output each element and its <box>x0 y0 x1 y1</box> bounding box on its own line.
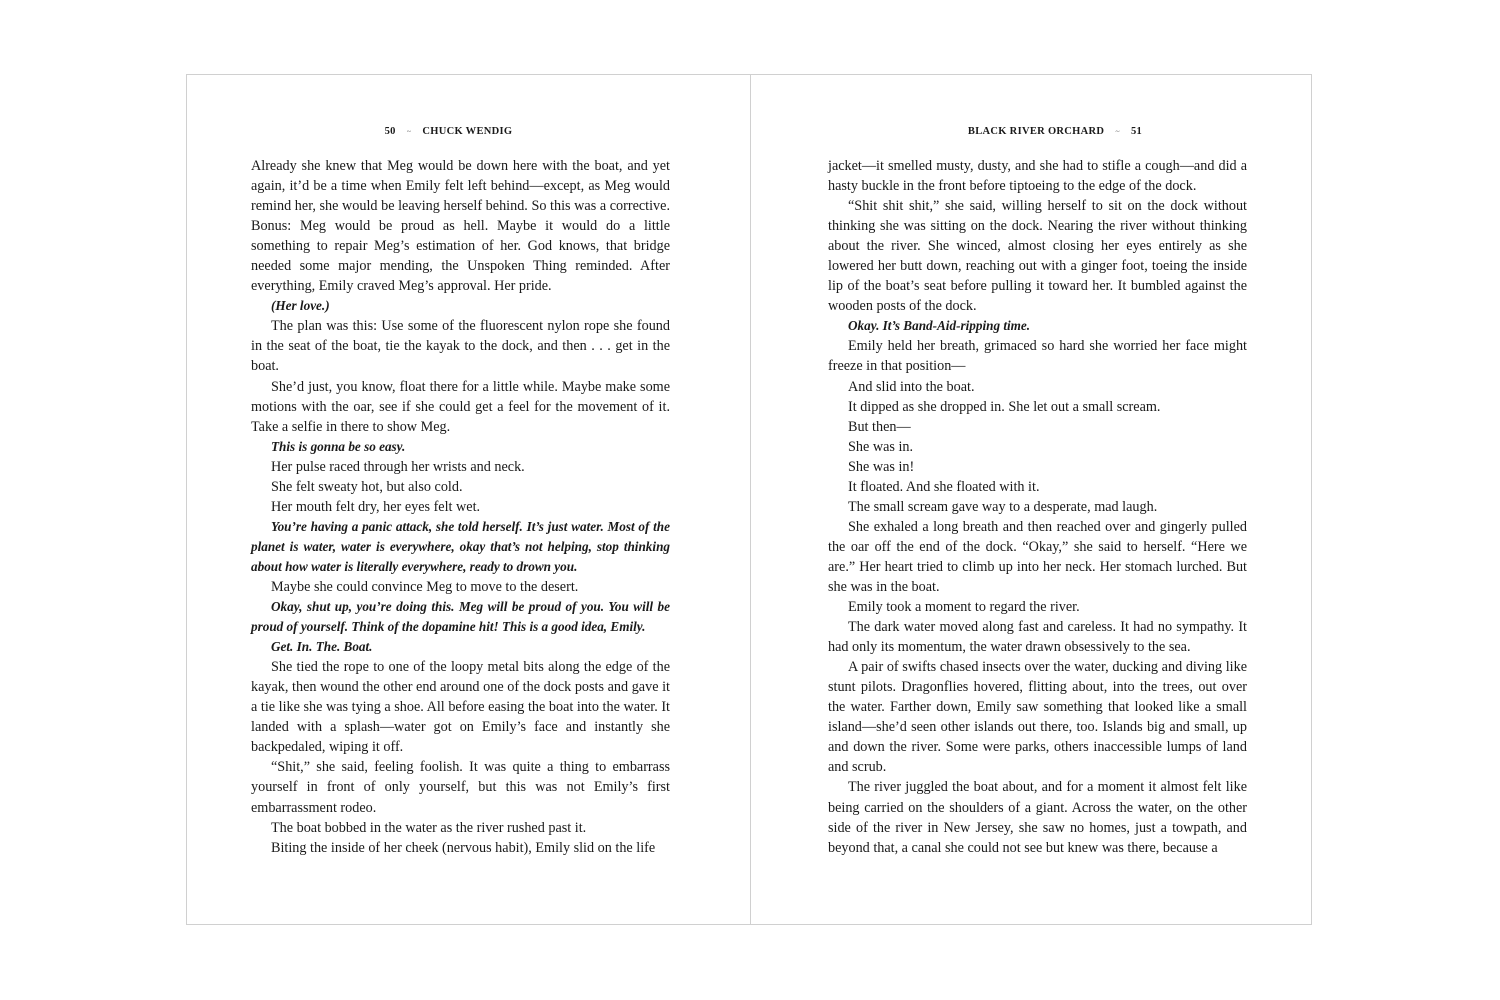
paragraph: Okay, shut up, you’re doing this. Meg will be proud of you. You will be proud of yourself. Think of the dopamine hit! This is a good idea, Emily. <box>251 599 670 635</box>
paragraph: Her pulse raced through her wrists and neck. <box>271 458 525 475</box>
paragraph: Biting the inside of her cheek (nervous habit), Emily slid on the life <box>271 839 656 856</box>
paragraph: The small scream gave way to a desperate, mad laugh. <box>848 498 1158 515</box>
paragraph: Already she knew that Meg would be down here with the boat, and yet again, it’d be a time when Emily felt left behind—except, as Meg would remind her, she would be leaving herself behind. So this was a corrective. Bonus: Meg would be proud as hell. Maybe it would do a little something to repair Meg’s estimation of her. God knows, that bridge needed some major mending, the Unspoken Thing reminded. After everything, Emily craved Meg’s approval. Her pride. <box>251 158 670 295</box>
paragraph: You’re having a panic attack, she told herself. It’s just water. Most of the planet is water, water is everywhere, okay that’s not helping, stop thinking about how water is literally everywhere, ready to drown you. <box>251 518 670 574</box>
paragraph: She felt sweaty hot, but also cold. <box>271 478 463 495</box>
header-separator: ~ <box>1115 127 1120 136</box>
paragraph: Okay. It’s Band-Aid-ripping time. <box>848 318 1031 334</box>
paragraph: jacket—it smelled musty, dusty, and she had to stifle a cough—and did a hasty buckle in the front before tiptoeing to the edge of the dock. <box>828 158 1247 195</box>
paragraph: And slid into the boat. <box>848 378 975 395</box>
right-page-body <box>828 156 1247 858</box>
paragraph: Her mouth felt dry, her eyes felt wet. <box>271 498 481 515</box>
paragraph: She was in! <box>848 458 915 475</box>
paragraph: She was in. <box>848 438 914 455</box>
paragraph: (Her love.) <box>271 298 330 314</box>
paragraph: The boat bobbed in the water as the river rushed past it. <box>271 819 587 836</box>
paragraph: Get. In. The. Boat. <box>271 639 373 655</box>
book-spread <box>186 74 1312 925</box>
paragraph: She tied the rope to one of the loopy metal bits along the edge of the kayak, then wound the other end around one of the dock posts and gave it a tie like she was tying a shoe. All before easing the boat into the water. It landed with a splash—water got on Emily’s face and instantly she backpedaled, wiping it off. <box>251 659 670 756</box>
paragraph: It dipped as she dropped in. She let out a small scream. <box>848 398 1161 415</box>
page-number: 50 <box>384 126 396 137</box>
left-page-body <box>251 156 670 858</box>
paragraph: She’d just, you know, float there for a little while. Maybe make some motions with the oar, see if she could get a feel for the movement of it. Take a selfie in there to show Meg. <box>251 378 670 435</box>
page-number: 51 <box>1130 126 1143 137</box>
paragraph: Emily held her breath, grimaced so hard she worried her face might freeze in that position— <box>828 338 1247 375</box>
running-head: BLACK RIVER ORCHARD <box>967 126 1105 137</box>
left-page <box>187 75 751 924</box>
paragraph: A pair of swifts chased insects over the water, ducking and diving like stunt pilots. Dragonflies hovered, flitting about, into the trees, out over the water. Farther down, Emily saw something that looked like a small island—she’d seen other islands out there, too. Islands big and small, up and down the river. Some were parks, others inaccessible lumps of land and scrub. <box>828 659 1247 776</box>
paragraph: The dark water moved along fast and careless. It had no sympathy. It had only its momentum, the water drawn obsessively to the sea. <box>828 619 1247 656</box>
running-head: CHUCK WENDIG <box>422 126 513 137</box>
paragraph: But then— <box>848 418 911 435</box>
paragraph: “Shit,” she said, feeling foolish. It was quite a thing to embarrass yourself in front of only yourself, but this was not Emily’s first embarrassment rodeo. <box>251 759 670 816</box>
paragraph: The river juggled the boat about, and for a moment it almost felt like being carried on the shoulders of a giant. Across the water, on the other side of the river in New Jersey, she saw no homes, just a towpath, and beyond that, a canal she could not see but knew was there, because a <box>828 779 1247 856</box>
left-page-header <box>187 126 750 137</box>
paragraph: Maybe she could convince Meg to move to the desert. <box>271 578 579 595</box>
paragraph: This is gonna be so easy. <box>271 438 406 454</box>
paragraph: The plan was this: Use some of the fluorescent nylon rope she found in the seat of the boat, tie the kayak to the dock, and then . . . get in the boat. <box>251 318 670 375</box>
paragraph: She exhaled a long breath and then reached over and gingerly pulled the oar off the end of the dock. “Okay,” she said to herself. “Here we are.” Her heart tried to climb up into her neck. Her stomach lurched. But she was in the boat. <box>828 518 1247 595</box>
paragraph: It floated. And she floated with it. <box>848 478 1040 495</box>
paragraph: “Shit shit shit,” she said, willing herself to sit on the dock without thinking she was sitting on the dock. Nearing the river without thinking about the river. She winced, almost closing her eyes entirely as she lowered her butt down, reaching out with a ginger foot, toeing the inside lip of the boat’s seat before pulling it toward her. It bumbled against the wooden posts of the dock. <box>828 198 1247 315</box>
header-separator: ~ <box>406 127 412 136</box>
right-page-header <box>751 126 1311 137</box>
paragraph: Emily took a moment to regard the river. <box>848 599 1080 616</box>
right-page <box>751 75 1311 924</box>
